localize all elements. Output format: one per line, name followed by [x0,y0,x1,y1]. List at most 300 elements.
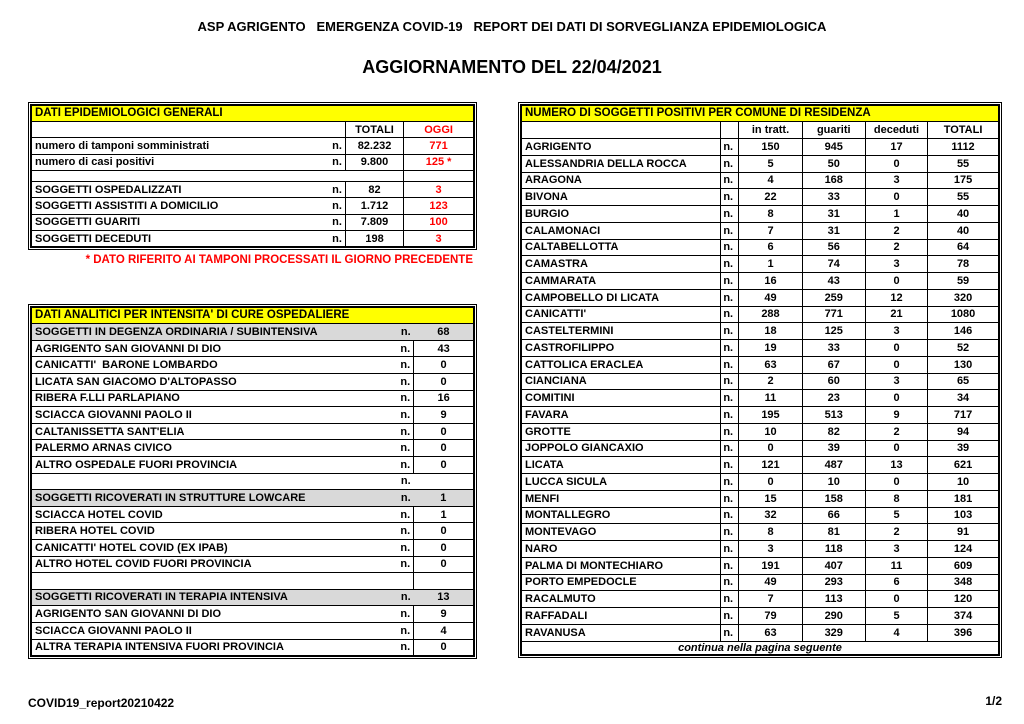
comuni-table-row [521,407,999,424]
general-table-header-row [31,121,474,137]
general-table-row [31,231,474,247]
comuni-row-unit: n. [721,474,739,491]
general-row-label: SOGGETTI DECEDUTI [35,232,152,245]
comuni-row-totali: 1112 [928,139,999,156]
comuni-row-name: PALMA DI MONTECHIARO [521,557,721,574]
hospital-table-row [31,407,474,424]
comuni-row-totali: 52 [928,340,999,357]
comuni-table-row [521,624,999,641]
hospital-table-row [31,440,474,457]
comuni-row-totali: 146 [928,323,999,340]
comuni-positives-table [518,102,1002,658]
comuni-row-totali: 40 [928,206,999,223]
comuni-table-row [521,423,999,440]
comuni-row-name: MENFI [521,490,721,507]
comuni-row-unit: n. [721,390,739,407]
hospital-table-row [31,456,474,473]
general-row-unit: n. [332,216,342,229]
hospital-row-label: AGRIGENTO SAN GIOVANNI DI DIO [35,608,221,621]
hospital-row-unit: n. [400,325,411,338]
comuni-row-name: CAMMARATA [521,273,721,290]
hospital-row-value: 1 [414,506,474,523]
comuni-row-unit: n. [721,306,739,323]
general-row-unit: n. [332,139,342,152]
comuni-row-totali: 320 [928,289,999,306]
general-row-label: SOGGETTI OSPEDALIZZATI [35,183,182,196]
general-row-totali: 82 [345,182,403,198]
hospital-row-label-cell [31,440,414,457]
hospital-table-row [31,324,474,341]
hospital-row-value [414,473,474,490]
comuni-table-row [521,222,999,239]
comuni-header-empty-cell [521,122,721,139]
hospital-row-label: AGRIGENTO SAN GIOVANNI DI DIO [35,342,221,355]
comuni-row-guariti: 74 [802,256,865,273]
hospital-row-label: LICATA SAN GIACOMO D'ALTOPASSO [35,375,237,388]
comuni-row-name: AGRIGENTO [521,139,721,156]
comuni-row-in-tratt: 15 [739,490,802,507]
comuni-row-in-tratt: 191 [739,557,802,574]
hospital-row-label: CALTANISSETTA SANT'ELIA [35,425,185,438]
comuni-row-totali: 1080 [928,306,999,323]
comuni-row-guariti: 67 [802,356,865,373]
comuni-row-totali: 120 [928,591,999,608]
comuni-table-row [521,256,999,273]
comuni-row-deceduti: 0 [865,273,927,290]
comuni-table-row [521,373,999,390]
comuni-table-row [521,206,999,223]
comuni-row-name: CASTELTERMINI [521,323,721,340]
comuni-row-unit: n. [721,541,739,558]
comuni-row-deceduti: 0 [865,440,927,457]
hospital-row-label-cell [31,374,414,391]
general-row-totali: 198 [345,231,403,247]
comuni-row-totali: 348 [928,574,999,591]
hospital-row-unit: n. [400,442,411,455]
comuni-row-unit: n. [721,457,739,474]
hospital-row-label-cell [31,573,414,590]
hospital-table-row [31,340,474,357]
comuni-table-row [521,239,999,256]
comuni-row-guariti: 31 [802,206,865,223]
hospital-row-unit: n. [400,624,411,637]
hospital-row-unit: n. [400,375,411,388]
comuni-row-unit: n. [721,289,739,306]
comuni-row-deceduti: 3 [865,256,927,273]
comuni-row-deceduti: 6 [865,574,927,591]
comuni-header-unit-cell [721,122,739,139]
comuni-row-totali: 621 [928,457,999,474]
comuni-row-guariti: 771 [802,306,865,323]
comuni-row-in-tratt: 121 [739,457,802,474]
hospital-row-label-cell [31,473,414,490]
hospital-row-label: SCIACCA HOTEL COVID [35,508,163,521]
hospital-table-row [31,622,474,639]
hospital-row-label: SOGGETTI RICOVERATI IN STRUTTURE LOWCARE [35,491,306,504]
hospital-row-label-cell [31,390,414,407]
hospital-row-label-cell [31,622,414,639]
general-table-row [31,182,474,198]
hospital-row-value: 1 [414,490,474,507]
hospital-table-row [31,506,474,523]
comuni-row-in-tratt: 63 [739,356,802,373]
comuni-table-row [521,172,999,189]
hospital-row-unit: n. [400,392,411,405]
comuni-row-name: CALAMONACI [521,222,721,239]
comuni-row-in-tratt: 4 [739,172,802,189]
comuni-row-deceduti: 11 [865,557,927,574]
comuni-row-deceduti: 5 [865,608,927,625]
hospital-table-row [31,490,474,507]
comuni-row-guariti: 23 [802,390,865,407]
comuni-row-unit: n. [721,323,739,340]
comuni-table-row [521,541,999,558]
general-row-label-cell [31,171,345,182]
comuni-row-unit: n. [721,507,739,524]
comuni-row-in-tratt: 1 [739,256,802,273]
comuni-row-guariti: 50 [802,155,865,172]
comuni-row-name: RACALMUTO [521,591,721,608]
comuni-row-in-tratt: 18 [739,323,802,340]
comuni-row-unit: n. [721,608,739,625]
comuni-row-guariti: 293 [802,574,865,591]
comuni-row-guariti: 329 [802,624,865,641]
comuni-table-row [521,608,999,625]
comuni-row-name: BURGIO [521,206,721,223]
general-row-unit: n. [332,200,342,213]
hospital-row-label-cell [31,523,414,540]
comuni-row-in-tratt: 7 [739,222,802,239]
comuni-table-row [521,490,999,507]
hospital-row-value: 0 [414,556,474,573]
comuni-row-deceduti: 13 [865,457,927,474]
comuni-row-deceduti: 3 [865,172,927,189]
hospital-row-unit: n. [400,525,411,538]
comuni-table-row [521,189,999,206]
comuni-row-name: LUCCA SICULA [521,474,721,491]
comuni-table-row [521,390,999,407]
general-row-label-cell [31,198,345,214]
hospital-row-label-cell [31,606,414,623]
comuni-row-deceduti: 17 [865,139,927,156]
hospital-table-row [31,573,474,590]
comuni-row-guariti: 407 [802,557,865,574]
comuni-row-totali: 65 [928,373,999,390]
hospital-table-row [31,556,474,573]
comuni-row-guariti: 487 [802,457,865,474]
general-row-label: numero di casi positivi [35,156,155,169]
comuni-row-deceduti: 0 [865,340,927,357]
hospital-row-unit: n. [400,425,411,438]
comuni-row-guariti: 81 [802,524,865,541]
comuni-row-unit: n. [721,172,739,189]
comuni-row-deceduti: 4 [865,624,927,641]
comuni-row-guariti: 33 [802,189,865,206]
general-table-row [31,154,474,170]
hospital-row-unit: n. [400,359,411,372]
hospital-row-label-cell [31,556,414,573]
hospital-row-unit: n. [400,475,411,488]
comuni-table-row [521,340,999,357]
hospital-table-row [31,589,474,606]
hospital-row-unit: n. [400,641,411,653]
general-row-label: SOGGETTI ASSISTITI A DOMICILIO [35,200,219,213]
comuni-row-totali: 55 [928,189,999,206]
comuni-row-deceduti: 9 [865,407,927,424]
hospital-row-label: SCIACCA GIOVANNI PAOLO II [35,624,192,637]
hospital-row-value: 9 [414,407,474,424]
comuni-row-in-tratt: 8 [739,206,802,223]
comuni-row-guariti: 259 [802,289,865,306]
hospital-row-label: CANICATTI' BARONE LOMBARDO [35,359,218,372]
general-header-empty-cell [31,121,345,137]
general-row-label: SOGGETTI GUARITI [35,216,141,229]
hospital-row-unit: n. [400,508,411,521]
hospital-row-label: SOGGETTI IN DEGENZA ORDINARIA / SUBINTENSIVA [35,325,318,338]
document-filename: COVID19_report20210422 [28,696,175,710]
general-row-label-cell [31,182,345,198]
comuni-table-row [521,356,999,373]
comuni-row-deceduti: 3 [865,323,927,340]
comuni-table-header-row [521,122,999,139]
comuni-row-name: CAMASTRA [521,256,721,273]
hospital-row-unit: n. [400,591,411,604]
comuni-row-name: CALTABELLOTTA [521,239,721,256]
comuni-row-in-tratt: 49 [739,289,802,306]
general-table-footnote: * DATO RIFERITO AI TAMPONI PROCESSATI IL GIORNO PRECEDENTE [85,254,473,267]
hospital-row-unit: n. [400,608,411,621]
comuni-row-in-tratt: 11 [739,390,802,407]
general-row-totali: 82.232 [345,138,403,154]
hospital-table-row [31,539,474,556]
comuni-row-unit: n. [721,423,739,440]
comuni-row-name: CAMPOBELLO DI LICATA [521,289,721,306]
comuni-row-guariti: 31 [802,222,865,239]
comuni-row-in-tratt: 32 [739,507,802,524]
hospital-row-label-cell [31,539,414,556]
hospital-row-value: 0 [414,456,474,473]
general-header-oggi: OGGI [404,121,474,137]
comuni-row-name: RAVANUSA [521,624,721,641]
comuni-row-totali: 55 [928,155,999,172]
comuni-table-row [521,507,999,524]
hospital-row-unit: n. [400,458,411,471]
general-row-unit: n. [332,232,342,245]
general-row-oggi: 125 * [404,154,474,170]
hospital-row-unit: n. [400,558,411,571]
comuni-row-name: PORTO EMPEDOCLE [521,574,721,591]
comuni-row-in-tratt: 79 [739,608,802,625]
comuni-table-title: NUMERO DI SOGGETTI POSITIVI PER COMUNE DI RESIDENZA [521,105,999,122]
comuni-row-deceduti: 0 [865,356,927,373]
comuni-row-guariti: 66 [802,507,865,524]
comuni-row-in-tratt: 22 [739,189,802,206]
comuni-row-unit: n. [721,574,739,591]
comuni-row-guariti: 56 [802,239,865,256]
hospital-row-unit: n. [400,408,411,421]
comuni-row-guariti: 125 [802,323,865,340]
hospital-intensity-table [28,304,477,658]
hospital-row-label: RIBERA F.LLI PARLAPIANO [35,392,180,405]
comuni-row-totali: 94 [928,423,999,440]
general-table-row [31,138,474,154]
comuni-row-guariti: 513 [802,407,865,424]
comuni-row-deceduti: 3 [865,541,927,558]
hospital-row-label: PALERMO ARNAS CIVICO [35,442,172,455]
report-header-title: ASP AGRIGENTO EMERGENZA COVID-19 REPORT DEI DATI DI SORVEGLIANZA EPIDEMIOLOGICA [197,19,827,34]
comuni-row-deceduti: 2 [865,524,927,541]
hospital-row-label: SCIACCA GIOVANNI PAOLO II [35,408,192,421]
comuni-row-guariti: 118 [802,541,865,558]
comuni-row-deceduti: 2 [865,423,927,440]
comuni-row-totali: 175 [928,172,999,189]
comuni-row-name: CASTROFILIPPO [521,340,721,357]
hospital-row-label-cell [31,490,414,507]
hospital-table-row [31,473,474,490]
general-table-title: DATI EPIDEMIOLOGICI GENERALI [31,105,474,121]
general-row-oggi [404,171,474,182]
comuni-row-totali: 181 [928,490,999,507]
hospital-table-row [31,423,474,440]
comuni-row-totali: 40 [928,222,999,239]
comuni-row-deceduti: 1 [865,206,927,223]
comuni-table-row [521,457,999,474]
comuni-header-guariti: guariti [802,122,865,139]
comuni-row-totali: 34 [928,390,999,407]
comuni-row-name: CIANCIANA [521,373,721,390]
general-row-unit: n. [332,156,342,169]
comuni-row-in-tratt: 2 [739,373,802,390]
comuni-row-in-tratt: 16 [739,273,802,290]
comuni-row-totali: 374 [928,608,999,625]
comuni-row-name: MONTALLEGRO [521,507,721,524]
general-row-label-cell [31,154,345,170]
hospital-row-label-cell [31,407,414,424]
hospital-row-label-cell [31,423,414,440]
comuni-row-unit: n. [721,239,739,256]
hospital-row-label: ALTRA TERAPIA INTENSIVA FUORI PROVINCIA [35,641,284,653]
general-row-oggi: 123 [404,198,474,214]
comuni-row-totali: 396 [928,624,999,641]
right-column [518,102,1002,658]
comuni-row-totali: 130 [928,356,999,373]
comuni-row-unit: n. [721,256,739,273]
hospital-table-row [31,357,474,374]
hospital-row-label-cell [31,340,414,357]
hospital-row-label: ALTRO HOTEL COVID FUORI PROVINCIA [35,558,252,571]
comuni-row-unit: n. [721,591,739,608]
hospital-row-unit: n. [400,491,411,504]
comuni-row-in-tratt: 8 [739,524,802,541]
hospital-row-label-cell [31,589,414,606]
comuni-row-guariti: 945 [802,139,865,156]
general-row-oggi: 100 [404,214,474,230]
comuni-row-deceduti: 5 [865,507,927,524]
hospital-table-row [31,606,474,623]
comuni-row-deceduti: 8 [865,490,927,507]
comuni-row-unit: n. [721,373,739,390]
general-row-totali: 1.712 [345,198,403,214]
comuni-table-continuation-note: continua nella pagina seguente [521,641,999,655]
comuni-table-row [521,557,999,574]
comuni-row-in-tratt: 7 [739,591,802,608]
hospital-table-row [31,390,474,407]
comuni-row-totali: 103 [928,507,999,524]
comuni-row-in-tratt: 3 [739,541,802,558]
comuni-row-name: FAVARA [521,407,721,424]
comuni-row-name: LICATA [521,457,721,474]
general-row-label: numero di tamponi somministrati [35,139,210,152]
comuni-row-name: MONTEVAGO [521,524,721,541]
comuni-row-deceduti: 0 [865,189,927,206]
comuni-row-name: ALESSANDRIA DELLA ROCCA [521,155,721,172]
comuni-row-name: ARAGONA [521,172,721,189]
comuni-row-in-tratt: 19 [739,340,802,357]
hospital-row-value: 0 [414,423,474,440]
comuni-row-unit: n. [721,524,739,541]
general-data-table [28,102,477,250]
hospital-row-value: 0 [414,440,474,457]
hospital-row-label: SOGGETTI RICOVERATI IN TERAPIA INTENSIVA [35,591,288,604]
hospital-row-value: 0 [414,539,474,556]
comuni-row-guariti: 290 [802,608,865,625]
general-row-label-cell [31,214,345,230]
comuni-row-totali: 59 [928,273,999,290]
hospital-row-label: ALTRO OSPEDALE FUORI PROVINCIA [35,458,238,471]
comuni-table-row [521,306,999,323]
hospital-row-label-cell [31,639,414,656]
comuni-row-unit: n. [721,557,739,574]
comuni-row-in-tratt: 5 [739,155,802,172]
report-update-date: AGGIORNAMENTO DEL 22/04/2021 [362,57,662,77]
comuni-row-name: CANICATTI' [521,306,721,323]
comuni-table-row [521,574,999,591]
comuni-table-row [521,440,999,457]
comuni-row-deceduti: 0 [865,155,927,172]
comuni-row-totali: 717 [928,407,999,424]
hospital-row-label: CANICATTI' HOTEL COVID (EX IPAB) [35,541,228,554]
hospital-row-label-cell [31,506,414,523]
hospital-row-value: 43 [414,340,474,357]
comuni-row-guariti: 33 [802,340,865,357]
comuni-row-in-tratt: 6 [739,239,802,256]
hospital-row-value: 0 [414,523,474,540]
hospital-table-row [31,523,474,540]
hospital-row-label-cell [31,357,414,374]
comuni-row-in-tratt: 288 [739,306,802,323]
general-row-totali: 7.809 [345,214,403,230]
hospital-row-value: 4 [414,622,474,639]
hospital-row-value [414,573,474,590]
comuni-row-deceduti: 0 [865,390,927,407]
hospital-row-value: 0 [414,357,474,374]
comuni-row-guariti: 10 [802,474,865,491]
hospital-row-unit: n. [400,541,411,554]
comuni-row-name: COMITINI [521,390,721,407]
comuni-table-row [521,155,999,172]
comuni-table-row [521,323,999,340]
general-row-totali [345,171,403,182]
general-row-oggi: 771 [404,138,474,154]
comuni-row-guariti: 82 [802,423,865,440]
comuni-row-name: CATTOLICA ERACLEA [521,356,721,373]
hospital-row-label-cell [31,456,414,473]
comuni-header-totali: TOTALI [928,122,999,139]
general-header-totali: TOTALI [345,121,403,137]
comuni-row-in-tratt: 49 [739,574,802,591]
hospital-row-value: 68 [414,324,474,341]
comuni-table-row [521,139,999,156]
